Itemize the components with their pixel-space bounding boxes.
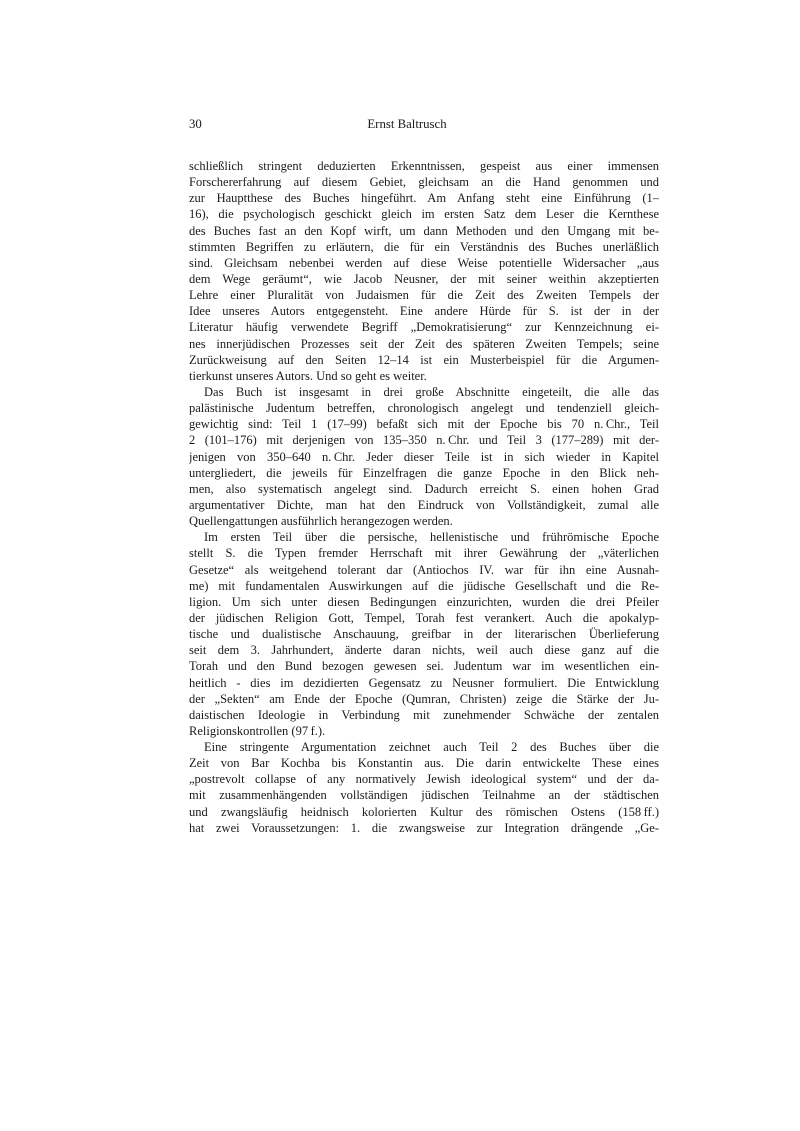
text-line: gewichtig sind: Teil 1 (17–99) befaßt sich mit der Epoche bis 70 n. Chr., Teil (189, 417, 659, 432)
text-line: 16), die psychologisch geschickt gleich im ersten Satz dem Leser die Kernthese (189, 207, 659, 222)
text-line: stimmten Begriffen zu erläutern, die für ein Verständnis des Buches unerläßlich (189, 239, 659, 254)
text-block (189, 158, 659, 836)
text-line: Eine stringente Argumentation zeichnet auch Teil 2 des Buches über die (204, 740, 659, 755)
text-line: untergliedert, die jeweils für Einzelfragen die ganze Epoche in den Blick neh- (189, 465, 659, 480)
text-line: der jüdischen Religion Gott, Tempel, Torah fest verankert. Auch die apokalyp- (189, 610, 659, 625)
text-line: daistischen Ideologie in Verbindung mit zunehmender Schwäche der zentalen (189, 707, 659, 722)
text-line: zur Hauptthese des Buches hingeführt. Am Anfang steht eine Einführung (1– (189, 191, 659, 206)
running-title: Ernst Baltrusch (367, 117, 447, 131)
text-line: Idee unseres Autors entgegensteht. Eine andere Hürde für S. ist der in der (189, 304, 659, 319)
text-line: Gesetze“ als weitgehend tolerant dar (Antiochos IV. war für ihn eine Ausnah- (189, 562, 659, 577)
text-line: „postrevolt collapse of any normatively Jewish ideological system“ und der da- (189, 772, 659, 787)
text-line: heitlich - dies im dezidierten Gegensatz zu Neusner formuliert. Die Entwicklung (189, 675, 659, 690)
text-line: schließlich stringent deduzierten Erkenntnissen, gespeist aus einer immensen (189, 159, 659, 173)
page-number: 30 (189, 117, 202, 131)
text-line: und zwangsläufig heidnisch kolorierten Kultur des römischen Ostens (158 ff.) (189, 804, 659, 819)
text-line: mit zusammenhängenden vollständigen jüdischen Teilnahme an der städtischen (189, 788, 659, 803)
text-line: dem Wege geräumt“, wie Jacob Neusner, der mit seiner weithin akzeptierten (189, 271, 659, 286)
text-line: hat zwei Voraussetzungen: 1. die zwangsweise zur Integration drängende „Ge- (189, 820, 659, 835)
text-line: seit dem 3. Jahrhundert, änderte daran nichts, weil auch diese ganz auf die (189, 643, 659, 658)
text-line: jenigen von 350–640 n. Chr. Jeder dieser Teile ist in sich wieder in Kapitel (189, 449, 659, 464)
text-line: Forschererfahrung auf diesem Gebiet, gleichsam an die Hand genommen und (189, 175, 659, 190)
text-line: nes innerjüdischen Prozesses seit der Zeit des späteren Zweiten Tempels; seine (189, 336, 659, 351)
text-line: stellt S. die Typen fremder Herrschaft mit ihrer Gewährung der „väterlichen (189, 546, 659, 561)
text-line: Im ersten Teil über die persische, hellenistische und frührömische Epoche (204, 530, 659, 545)
text-line: Lehre einer Pluralität von Judaismen für die Zeit des Zweiten Tempels der (189, 288, 659, 303)
page-header (189, 116, 659, 133)
text-line: tische und dualistische Anschauung, greifbar in der literarischen Überlieferung (189, 627, 659, 642)
text-line: der „Sekten“ am Ende der Epoche (Qumran, Christen) zeige die Stärke der Ju- (189, 691, 659, 706)
text-line: Religionskontrollen (97 f.). (189, 723, 326, 738)
text-line: Torah und den Bund bezogen gewesen sei. Judentum war im wesentlichen ein- (189, 659, 659, 674)
text-line: me) mit fundamentalen Auswirkungen auf die jüdische Gesellschaft und die Re- (189, 578, 659, 593)
text-line: des Buches fast an den Kopf wirft, um dann Methoden und den Umgang mit be- (189, 223, 659, 238)
text-line: Das Buch ist insgesamt in drei große Abschnitte eingeteilt, die alle das (204, 384, 659, 399)
text-line: argumentativer Dichte, man hat den Eindruck von Vollständigkeit, zumal alle (189, 497, 659, 512)
text-line: Zeit von Bar Kochba bis Konstantin aus. Die darin entwickelte These eines (189, 756, 659, 771)
text-line: tierkunst unseres Autors. Und so geht es weiter. (189, 368, 427, 383)
text-line: Literatur häufig verwendete Begriff „Demokratisierung“ zur Kennzeichnung ei- (189, 320, 659, 335)
text-line: ligion. Um sich unter diesen Bedingungen einzurichten, wurden die drei Pfeiler (189, 594, 659, 609)
text-line: palästinische Judentum betreffen, chronologisch angelegt und tendenziell gleich- (189, 401, 659, 416)
text-line: Quellengattungen ausführlich herangezogen werden. (189, 514, 453, 529)
text-line: 2 (101–176) mit derjenigen von 135–350 n. Chr. und Teil 3 (177–289) mit der- (189, 433, 659, 448)
text-line: Zurückweisung auf den Seiten 12–14 ist ein Musterbeispiel für die Argumen- (189, 352, 659, 367)
text-line: men, also systematisch angelegt sind. Dadurch erreicht S. einen hohen Grad (189, 481, 659, 496)
text-line: sind. Gleichsam nebenbei werden auf diese Weise potentielle Widersacher „aus (189, 255, 659, 270)
